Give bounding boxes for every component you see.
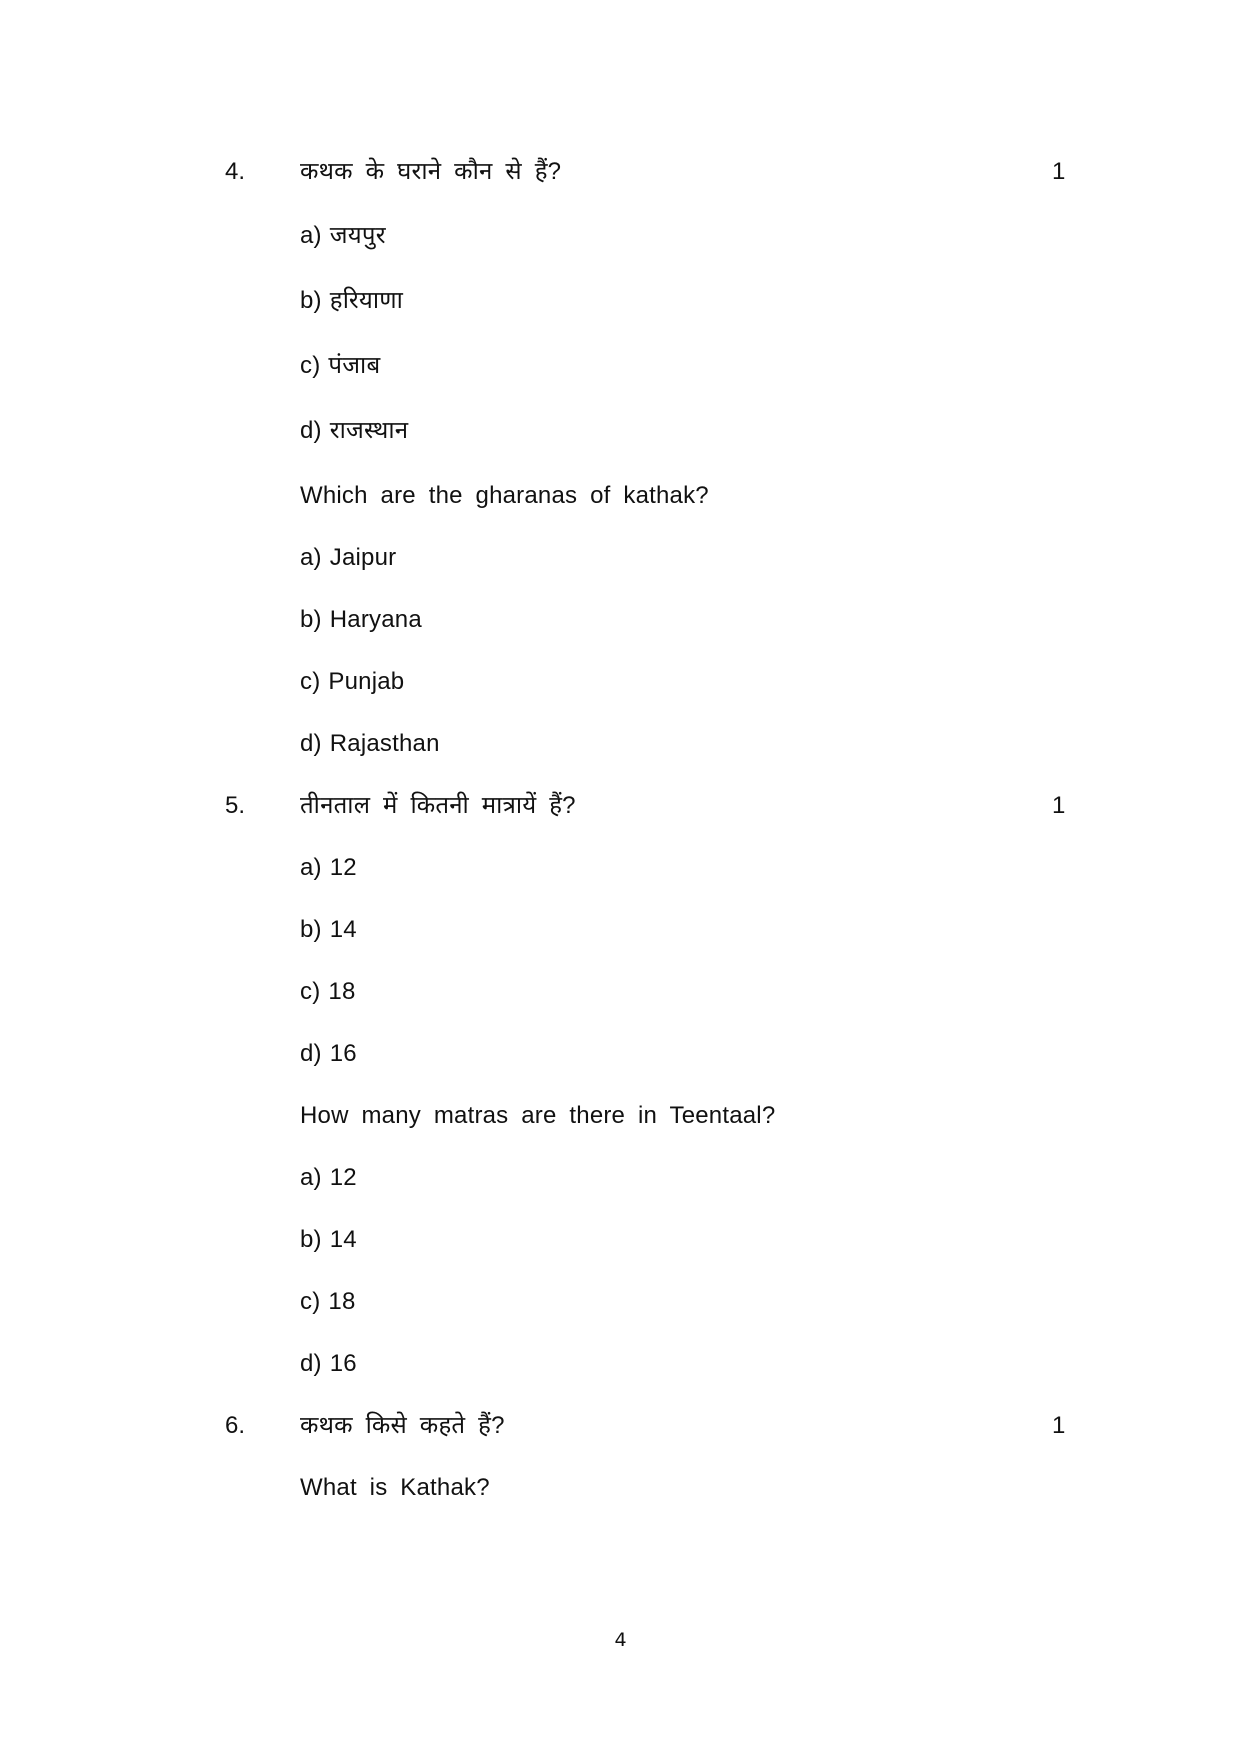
option-text: पंजाब <box>328 352 381 379</box>
option-text: Rajasthan <box>329 730 440 757</box>
option-letter: c) <box>300 668 321 695</box>
option-letter: c) <box>300 352 321 379</box>
option-letter: d) <box>300 417 322 444</box>
option-text: 14 <box>329 1226 357 1253</box>
option-item <box>300 915 357 945</box>
question-text-english: How many matras are there in Teentaal? <box>300 1102 776 1129</box>
question-marks: 1 <box>1052 792 1066 819</box>
option-text: 16 <box>329 1350 357 1377</box>
option-item <box>300 543 396 573</box>
option-item <box>300 1349 357 1379</box>
question-text-english: What is Kathak? <box>300 1474 490 1501</box>
option-text: Jaipur <box>329 544 397 571</box>
question-text-english: Which are the gharanas of kathak? <box>300 482 709 509</box>
page-number: 4 <box>614 1629 627 1651</box>
question-marks: 1 <box>1052 158 1066 185</box>
question-marks: 1 <box>1052 1412 1066 1439</box>
option-text: 16 <box>329 1040 357 1067</box>
option-text: 18 <box>328 1288 356 1315</box>
option-letter: a) <box>300 1164 322 1191</box>
option-letter: b) <box>300 606 322 633</box>
option-item <box>300 853 357 883</box>
option-item <box>300 286 403 316</box>
option-item <box>300 977 356 1007</box>
option-letter: d) <box>300 730 322 757</box>
option-letter: a) <box>300 854 322 881</box>
option-text: 12 <box>329 854 357 881</box>
option-text: जयपुर <box>329 222 386 249</box>
question-text-hindi: कथक किसे कहते हैं? <box>300 1412 505 1439</box>
option-letter: a) <box>300 222 322 249</box>
option-text: Punjab <box>328 668 405 695</box>
option-letter: c) <box>300 978 321 1005</box>
option-text: 12 <box>329 1164 357 1191</box>
option-text: राजस्थान <box>329 417 409 444</box>
option-text: 18 <box>328 978 356 1005</box>
option-item <box>300 416 408 446</box>
option-item <box>300 605 422 635</box>
option-item <box>300 1163 357 1193</box>
question-number: 4. <box>225 158 246 185</box>
option-item <box>300 1225 357 1255</box>
option-letter: c) <box>300 1288 321 1315</box>
option-text: Haryana <box>329 606 422 633</box>
option-item <box>300 667 404 697</box>
option-text: हरियाणा <box>329 287 404 314</box>
option-letter: d) <box>300 1350 322 1377</box>
option-letter: a) <box>300 544 322 571</box>
option-letter: d) <box>300 1040 322 1067</box>
option-item <box>300 221 386 251</box>
option-letter: b) <box>300 287 322 314</box>
question-number: 5. <box>225 792 246 819</box>
option-item <box>300 1287 356 1317</box>
option-item <box>300 729 440 759</box>
option-text: 14 <box>329 916 357 943</box>
option-letter: b) <box>300 1226 322 1253</box>
option-item <box>300 1039 357 1069</box>
option-letter: b) <box>300 916 322 943</box>
question-number: 6. <box>225 1412 246 1439</box>
question-text-hindi: तीनताल में कितनी मात्रायें हैं? <box>300 792 576 819</box>
option-item <box>300 351 380 381</box>
question-text-hindi: कथक के घराने कौन से हैं? <box>300 158 562 185</box>
